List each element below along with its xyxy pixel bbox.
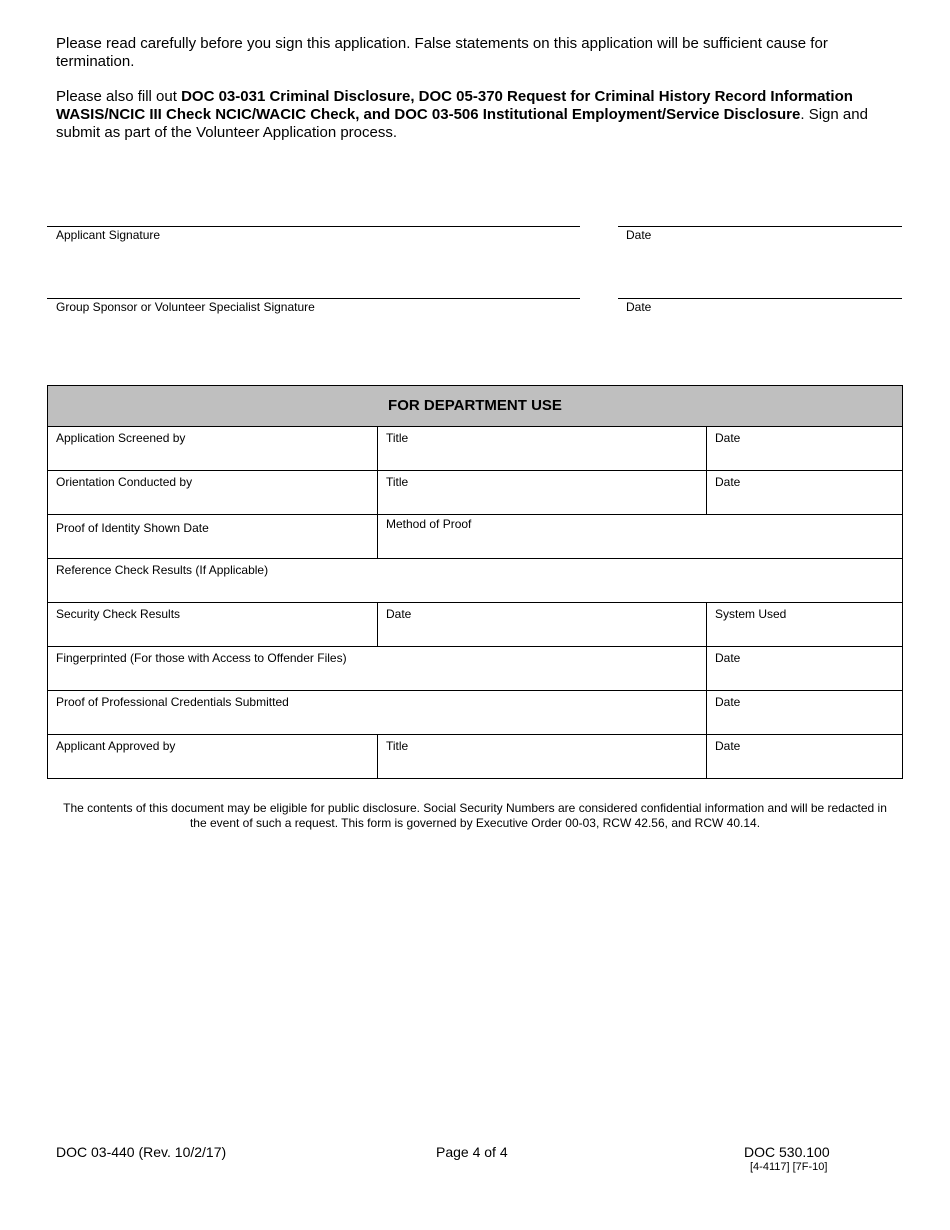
sponsor-signature-line[interactable] [47,298,580,299]
table-row [48,471,903,515]
table-row [48,515,903,559]
applicant-date-label: Date [626,228,652,242]
table-row [48,603,903,647]
department-use-heading: FOR DEPARTMENT USE [48,386,903,427]
policy-number: DOC 530.100 [744,1144,830,1160]
approved-title-field[interactable]: Title [378,735,707,779]
applicant-approved-by-field[interactable]: Applicant Approved by [48,735,378,779]
system-used-field[interactable]: System Used [707,603,903,647]
table-row [48,427,903,471]
department-use-table [47,385,903,779]
security-date-field[interactable]: Date [378,603,707,647]
table-row [48,647,903,691]
warning-text: Please read carefully before you sign this application. False statements on this application will be sufficient cause for termination. [56,35,828,70]
approved-date-field[interactable]: Date [707,735,903,779]
sponsor-date-label: Date [626,300,652,314]
applicant-date-line[interactable] [618,226,902,227]
credentials-date-field[interactable]: Date [707,691,903,735]
orientation-date-field[interactable]: Date [707,471,903,515]
sponsor-date-line[interactable] [618,298,902,299]
method-of-proof-field[interactable]: Method of Proof [378,515,903,559]
table-row [48,559,903,603]
table-row [48,691,903,735]
page-number: Page 4 of 4 [436,1144,508,1160]
screened-title-field[interactable]: Title [378,427,707,471]
instructions-suffix: . Sign and submit as part of the Volunteer Application process. [56,106,868,141]
form-codes: [4-4117] [7F-10] [750,1161,828,1173]
orientation-title-field[interactable]: Title [378,471,707,515]
table-row [48,735,903,779]
reference-check-results-field[interactable]: Reference Check Results (If Applicable) [48,559,903,603]
identity-shown-date-field[interactable]: Proof of Identity Shown Date [48,515,378,559]
instructions-prefix: Please also fill out [56,88,182,105]
professional-credentials-field[interactable]: Proof of Professional Credentials Submitted [48,691,707,735]
instructions-text [56,88,896,142]
fingerprinted-field[interactable]: Fingerprinted (For those with Access to Offender Files) [48,647,707,691]
form-number: DOC 03-440 (Rev. 10/2/17) [56,1144,227,1160]
applicant-signature-label: Applicant Signature [56,228,161,242]
application-screened-by-field[interactable]: Application Screened by [48,427,378,471]
orientation-conducted-by-field[interactable]: Orientation Conducted by [48,471,378,515]
required-forms-list: DOC 03-031 Criminal Disclosure, DOC 05-370 Request for Criminal History Record Information WASIS/NCIC III Check NCIC/WACIC Check, and DOC 03-506 Institutional Employment/Service Disclosure [56,88,853,123]
screened-date-field[interactable]: Date [707,427,903,471]
disclosure-notice: The contents of this document may be eligible for public disclosure. Social Security Numbers are considered confidential information and will be redacted in the event of such a request. This form is governed by Executive Order 00-03, RCW 42.56, and RCW 40.14. [63,801,887,830]
security-check-results-field[interactable]: Security Check Results [48,603,378,647]
sponsor-signature-label: Group Sponsor or Volunteer Specialist Signature [56,300,315,314]
applicant-signature-line[interactable] [47,226,580,227]
fingerprinted-date-field[interactable]: Date [707,647,903,691]
